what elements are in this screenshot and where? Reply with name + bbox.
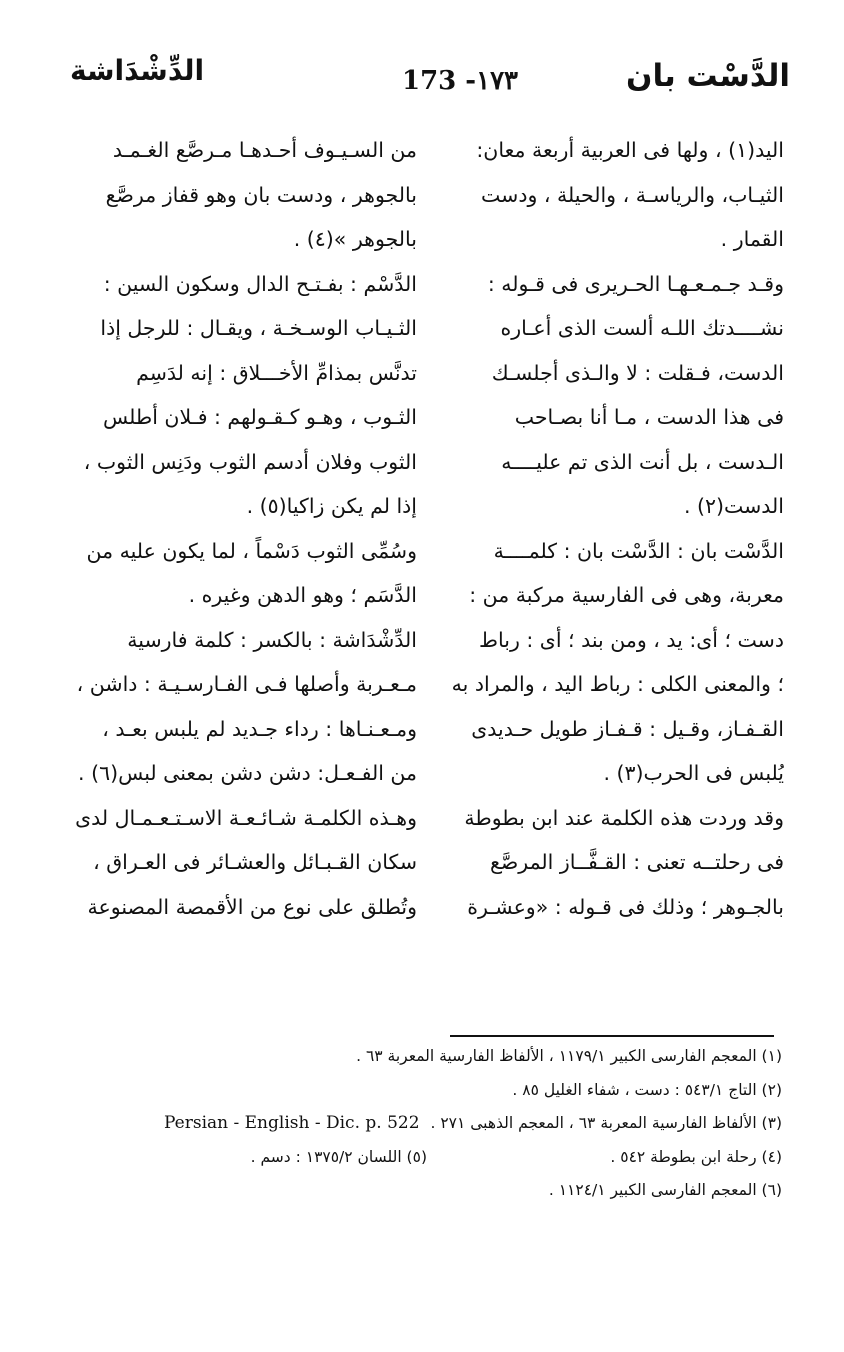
text-line: وتُطلق على نوع من الأقمصة المصنوعة (87, 894, 417, 919)
text-line: الثـوب ، وهـو كـقـولهم : فـلان أطلس (102, 405, 417, 429)
text-line: الثـيـاب الوسـخـة ، ويقـال : للرجل إذا (100, 316, 417, 340)
text-line: الدَّسَم ؛ وهو الدهن وغيره . (188, 583, 417, 607)
entry-headword-line: الدِّشْدَاشة : بالكسر : كلمة فارسية (127, 627, 417, 652)
text-line: القمار . (720, 227, 784, 251)
footnote-6: (٦) المعجم الفارسى الكبير ١١٢٤/١ . (548, 1181, 782, 1199)
text-line: الدست، فـقلت : لا والـذى أجلسـك (491, 360, 784, 385)
footnote-3-arabic: (٣) الألفاظ الفارسية المعربة ٦٣ ، المعجم الذهبى ٢٧١ . (430, 1114, 782, 1132)
footnote-1: (١) المعجم الفارسى الكبير ١١٧٩/١ ، الألفاظ الفارسية المعربة ٦٣ . (356, 1047, 782, 1065)
footnote-4: (٤) رحلة ابن بطوطة ٥٤٢ . (610, 1147, 782, 1166)
page-number: 173 -١٧٣ (401, 66, 519, 96)
text-line: من الفـعـل: دشن دشن بمعنى لبس(٦) . (78, 761, 417, 785)
text-line: إذا لم يكن زاكيا(٥) . (246, 494, 417, 518)
text-line: بالجوهر »(٤) . (293, 227, 417, 251)
footnote-3-english: Persian - English - Dic. p. 522 (163, 1113, 420, 1133)
footnote-separator (450, 1035, 774, 1037)
footnote-5: (٥) اللسان ١٣٧٥/٢ : دسم . (250, 1147, 427, 1166)
entry-headword-line: الدَّسْم : بفـتـح الدال وسكون السين : (103, 271, 417, 296)
text-line: الثيـاب، والرياسـة ، والحيلة ، ودست (481, 182, 784, 207)
text-line: دست ؛ أى: يد ، ومن بند ؛ أى : رباط (479, 627, 784, 652)
text-line: مـعـربة وأصلها فـى الفـارسـيـة : داشن ، (76, 672, 417, 696)
footnote-2: (٢) التاج ٥٤٣/١ : دست ، شفاء الغليل ٨٥ . (512, 1080, 782, 1099)
text-line: معربة، وهى فى الفارسية مركبة من : (469, 583, 784, 607)
footnote-4-5 (82, 1141, 782, 1175)
text-line: وهـذه الكلمـة شـائـعـة الاسـتـعـمـال لدى (75, 805, 417, 830)
text-line: الثوب وفلان أدسم الثوب ودَنِس الثوب ، (83, 449, 417, 474)
running-header (70, 48, 790, 104)
text-line: تدنَّس بمذامِّ الأخـــلاق : إنه لدَسِم (136, 360, 417, 385)
text-line: الـدست ، بل أنت الذى تم عليــــه (501, 449, 784, 474)
text-line: وسُمِّى الثوب دَسْماً ، لما يكون عليه من (86, 538, 417, 563)
header-right-title: الدَّسْت بان (625, 58, 790, 94)
right-text-column (429, 128, 784, 929)
text-line: فى هذا الدست ، مـا أنا بصـاحب (514, 405, 784, 429)
text-line: نشــــدتك اللـه ألست الذى أعـاره (500, 316, 784, 340)
text-line: سكان القـبـائل والعشـائر فى العـراق ، (93, 850, 417, 874)
text-line: ومـعـنـاها : رداء جـديد لم يلبس بعـد ، (102, 716, 417, 741)
text-line: بالجوهر ، ودست بان وهو قفاز مرصَّع (105, 182, 417, 207)
text-line: وقـد جـمـعـهـا الحـريرى فى قـوله : (487, 271, 784, 296)
text-line: القـفـاز، وقـيل : قـفـاز طويل حـديدى (471, 716, 784, 741)
text-line: بالجـوهر ؛ وذلك فى قـوله : «وعشـرة (467, 894, 784, 919)
header-left-title: الدِّشْدَاشة (70, 54, 205, 87)
entry-headword-line: الدَّسْت بان : الدَّسْت بان : كلمــــة (493, 538, 784, 563)
footnotes (82, 1040, 782, 1208)
text-line: ؛ والمعنى الكلى : رباط اليد ، والمراد به (451, 672, 784, 696)
text-line: اليد(١) ، ولها فى العربية أربعة معان: (476, 138, 784, 162)
text-line: يُلبس فى الحرب(٣) . (603, 761, 784, 785)
footnote-3 (82, 1107, 782, 1141)
left-text-column (62, 128, 417, 929)
text-line: فى رحلتــه تعنى : القـفَّــاز المرصَّع (489, 850, 784, 874)
text-line: وقد وردت هذه الكلمة عند ابن بطوطة (464, 805, 784, 830)
text-line: من السـيـوف أحـدهـا مـرصَّع الغـمـد (112, 138, 417, 162)
text-line: الدست(٢) . (683, 494, 784, 518)
